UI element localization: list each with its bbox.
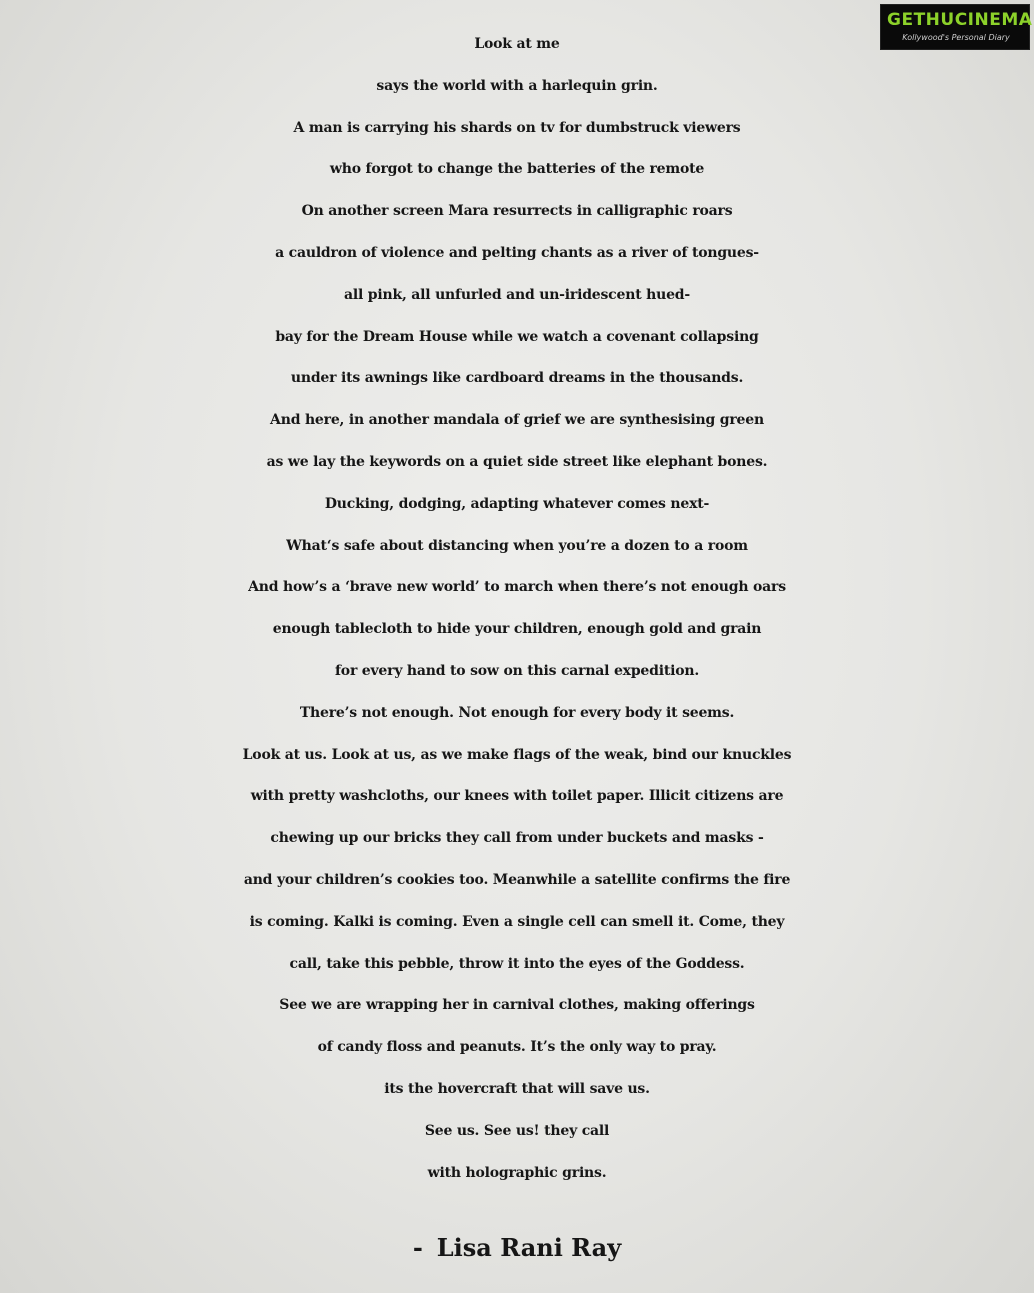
poem-line: for every hand to sow on this carnal expedition. [334,662,700,679]
poem-line: as we lay the keywords on a quiet side street like elephant bones. [266,453,768,470]
poem-line: Ducking, dodging, adapting whatever comes next- [324,495,710,512]
poem-line: and your children’s cookies too. Meanwhile a satellite confirms the fire [243,871,791,888]
poem-line: On another screen Mara resurrects in calligraphic roars [301,203,733,220]
poem-line: And here, in another mandala of grief we are synthesising green [270,412,764,429]
poem-line: Look at me [474,36,560,52]
poem-line: all pink, all unfurled and un-iridescent hued- [343,286,690,303]
author-dash: - [412,1233,423,1262]
poem-body [0,24,1034,1194]
poem-line: A man is carrying his shards on tv for dumbstruck viewers [293,119,741,136]
watermark-subtitle: Kollywood's Personal Diary [902,33,1010,42]
poem-author [0,1228,1034,1268]
poem-line: under its awnings like cardboard dreams in the thousands. [290,370,744,387]
poem-line: of candy floss and peanuts. It’s the only way to pray. [317,1039,717,1056]
poem-line: with pretty washcloths, our knees with toilet paper. Illicit citizens are [250,788,784,805]
poem-line: is coming. Kalki is coming. Even a single cell can smell it. Come, they [249,913,785,930]
poem-line: And how’s a ‘brave new world’ to march when there’s not enough oars [248,579,786,596]
poem-line: See us. See us! they call [424,1122,610,1139]
author-name: Lisa Rani Ray [436,1233,622,1262]
poem-line: See we are wrapping her in carnival clothes, making offerings [279,997,755,1014]
poem-line: enough tablecloth to hide your children, enough gold and grain [272,621,762,638]
poem-line: bay for the Dream House while we watch a covenant collapsing [275,328,759,345]
watermark-title: GETHUCINEMA [887,10,1033,30]
poem-line: chewing up our bricks they call from under buckets and masks - [270,830,764,847]
poem-line: Look at us. Look at us, as we make flags of the weak, bind our knuckles [242,746,792,763]
poem-line: its the hovercraft that will save us. [384,1080,650,1097]
poem-line: call, take this pebble, throw it into the eyes of the Goddess. [289,955,745,972]
poem-line: What‘s safe about distancing when you’re a dozen to a room [286,537,748,554]
poem-line: says the world with a harlequin grin. [376,77,658,94]
poem-line: who forgot to change the batteries of the remote [329,161,705,178]
poem-line: There’s not enough. Not enough for every body it seems. [299,704,735,721]
poem-line: a cauldron of violence and pelting chants as a river of tongues- [275,244,759,261]
poem-line: with holographic grins. [427,1164,607,1181]
